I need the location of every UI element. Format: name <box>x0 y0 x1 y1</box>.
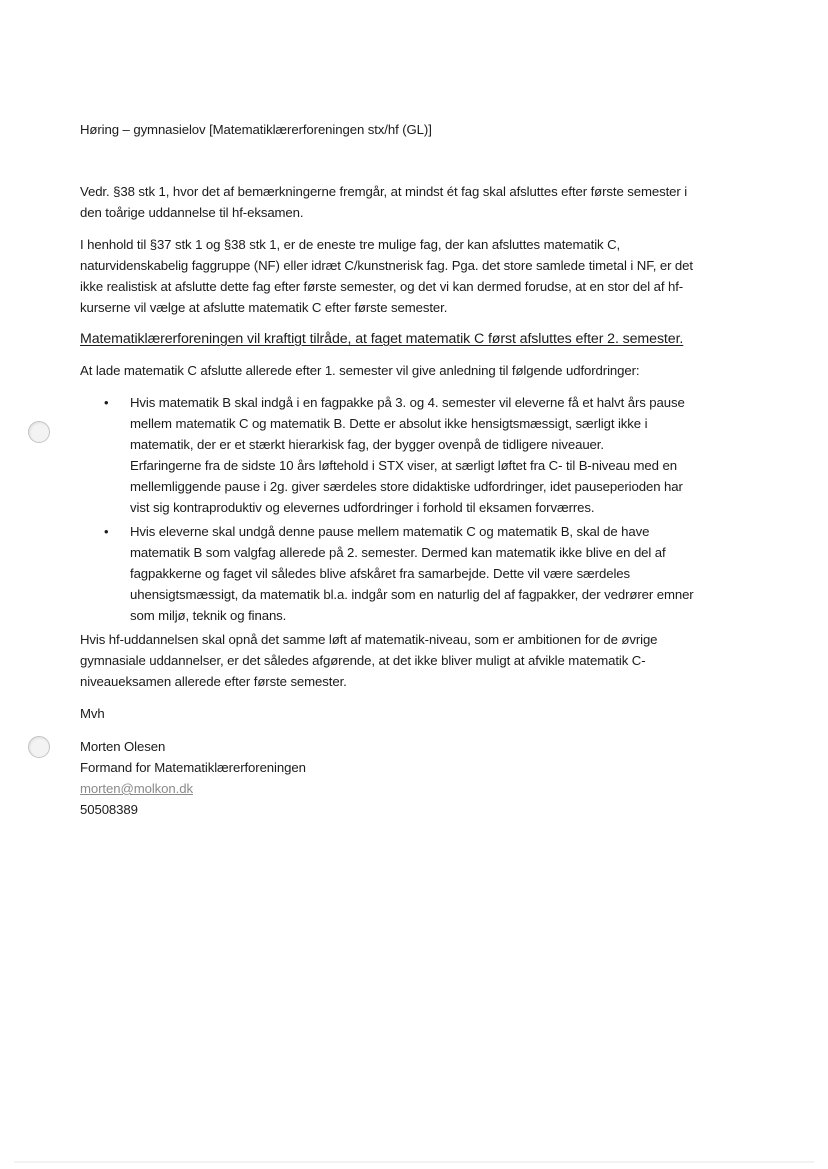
list-item <box>104 521 744 626</box>
text-line: matematik B som valgfag allerede på 2. semester. Dermed kan matematik ikke blive en del af <box>130 545 666 560</box>
recommendation-headline: Matematiklærerforeningen vil kraftigt tilråde, at faget matematik C først afsluttes efter 2. semester. <box>80 331 684 347</box>
text-line: mellemliggende pause i 2g. giver særdeles store didaktiske udfordringer, idet pauseperioden har <box>130 479 683 494</box>
text-line: vist sig kontraproduktiv og elevernes udfordringer i forhold til eksamen forværres. <box>130 500 595 515</box>
paragraph-conclusion <box>80 629 744 692</box>
letter-body <box>80 119 744 820</box>
text-line: naturvidenskabelig faggruppe (NF) eller idræt C/kunstnerisk fag. Pga. det store samlede timetal i NF, er det <box>80 258 693 273</box>
signature-block <box>80 736 744 820</box>
challenges-list <box>80 392 744 626</box>
salutation: Mvh <box>80 706 105 721</box>
text-line: I henhold til §37 stk 1 og §38 stk 1, er de eneste tre mulige fag, der kan afsluttes matematik C, <box>80 237 621 252</box>
text-line: ikke realistisk at afslutte dette fag efter første semester, og det vi kan dermed forudse, at en stor del af hf- <box>80 279 684 294</box>
email-link[interactable]: morten@molkon.dk <box>80 781 193 796</box>
bullet-icon: • <box>104 524 109 539</box>
signer-name: Morten Olesen <box>80 739 166 754</box>
punch-hole-top <box>28 421 50 443</box>
list-item <box>104 392 744 518</box>
document-title: Høring – gymnasielov [Matematiklærerforeningen stx/hf (GL)] <box>80 122 432 137</box>
text-line: matematik, der er et stærkt hierarkisk fag, der bygger ovenpå de tidligere niveauer. <box>130 437 604 452</box>
text-line: som miljø, teknik og finans. <box>130 608 287 623</box>
text-line: niveaueksamen allerede efter første semester. <box>80 674 347 689</box>
challenges-intro: At lade matematik C afslutte allerede efter 1. semester vil give anledning til følgende udfordringer: <box>80 363 640 378</box>
phone-number: 50508389 <box>80 802 138 817</box>
punch-hole-bottom <box>28 736 50 758</box>
text-line: fagpakkerne og faget vil således blive afskåret fra samarbejde. Dette vil være særdeles <box>130 566 631 581</box>
text-line: Hvis eleverne skal undgå denne pause mellem matematik C og matematik B, skal de have <box>130 524 650 539</box>
signer-role: Formand for Matematiklærerforeningen <box>80 760 306 775</box>
text-line: gymnasiale uddannelser, er det således afgørende, at det ikke bliver muligt at afvikle matematik C- <box>80 653 646 668</box>
paragraph-reference <box>80 181 744 223</box>
text-line: kurserne vil vælge at afslutte matematik C efter første semester. <box>80 300 448 315</box>
bullet-icon: • <box>104 395 109 410</box>
text-line: mellem matematik C og matematik B. Dette er absolut ikke hensigtsmæssigt, særligt ikke i <box>130 416 648 431</box>
text-line: uhensigtsmæssigt, da matematik bl.a. indgår som en naturlig del af fagpakker, der vedrører emner <box>130 587 694 602</box>
text-line: Hvis matematik B skal indgå i en fagpakke på 3. og 4. semester vil eleverne få et halvt års pause <box>130 395 685 410</box>
paragraph-analysis <box>80 234 744 318</box>
page-bottom-edge <box>14 1161 814 1163</box>
text-line: Vedr. §38 stk 1, hvor det af bemærkningerne fremgår, at mindst ét fag skal afsluttes efter første semester i <box>80 184 688 199</box>
text-line: Hvis hf-uddannelsen skal opnå det samme løft af matematik-niveau, som er ambitionen for de øvrige <box>80 632 658 647</box>
text-line: den toårige uddannelse til hf-eksamen. <box>80 205 304 220</box>
text-line: Erfaringerne fra de sidste 10 års løftehold i STX viser, at særligt løftet fra C- til B-niveau med en <box>130 458 677 473</box>
